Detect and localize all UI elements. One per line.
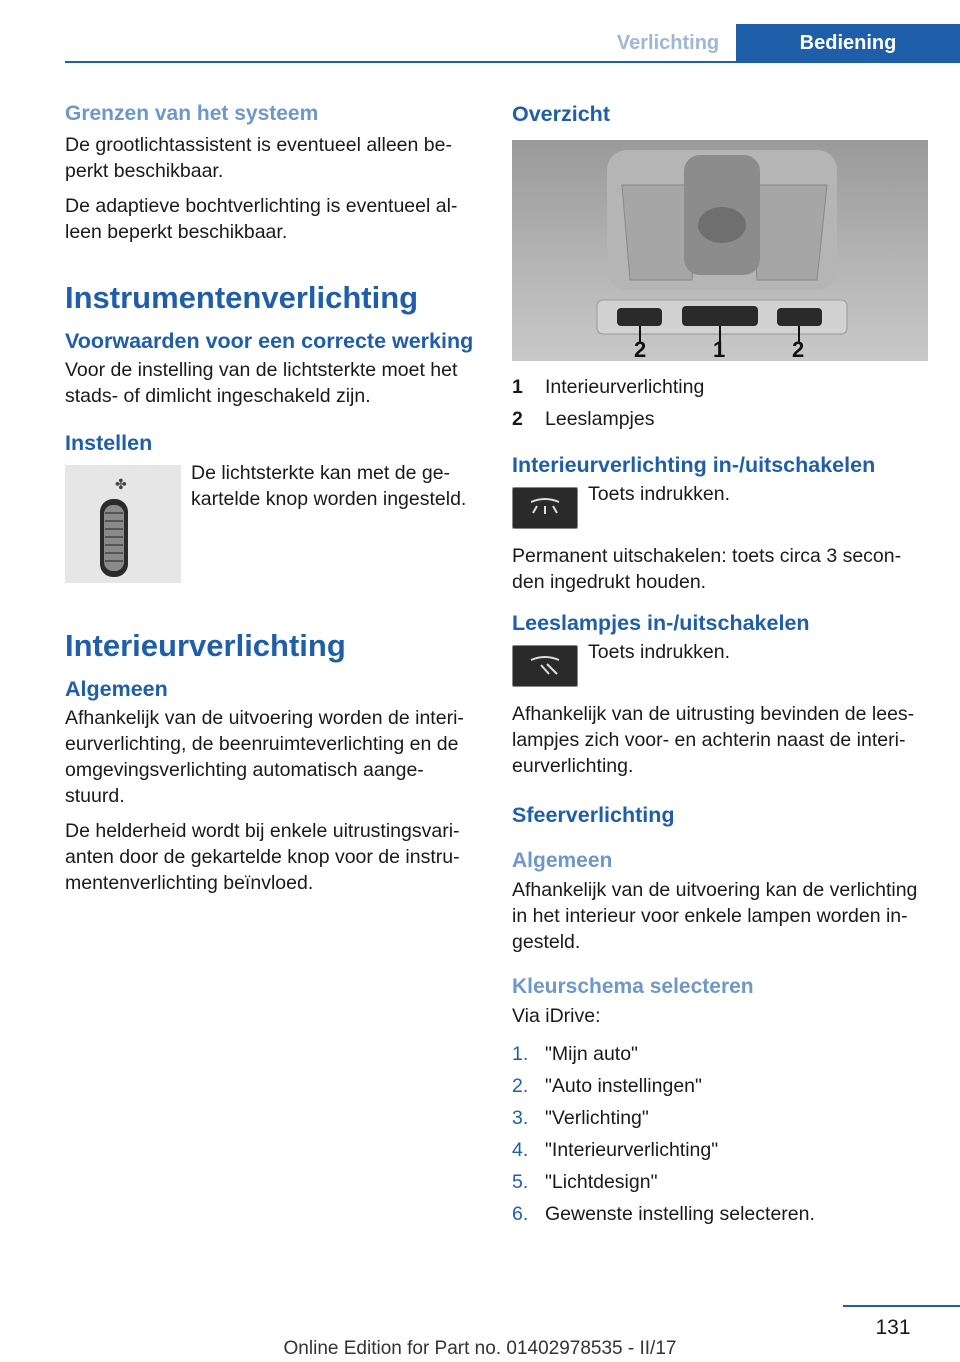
ambient-general-heading: Algemeen xyxy=(512,849,613,872)
left-column xyxy=(65,100,477,905)
step-text: "Auto instellingen" xyxy=(545,1075,702,1097)
via-idrive-text: Via iDrive: xyxy=(512,1005,601,1027)
legend-number: 2 xyxy=(512,408,523,430)
list-item xyxy=(512,1166,930,1198)
interior-light-button-icon xyxy=(512,487,578,529)
step-text: "Mijn auto" xyxy=(545,1043,638,1065)
step-number: 6. xyxy=(512,1203,529,1225)
set-text: De lichtsterkte kan met de ge-kartelde knop worden ingesteld. xyxy=(191,462,467,510)
reading-row xyxy=(512,641,930,687)
color-scheme-heading: Kleurschema selecteren xyxy=(512,975,754,998)
page-number: 131 xyxy=(875,1316,911,1339)
list-item xyxy=(512,1198,930,1230)
list-item xyxy=(512,1134,930,1166)
footer-rule xyxy=(843,1305,960,1307)
instr-title: Instrumentenverlichting xyxy=(65,280,419,315)
reading-paragraph: Afhankelijk van de uitrusting bevinden de lees-lampjes zich voor- en achterin naast de interi-eurverlichting. xyxy=(512,703,915,777)
overview-heading: Overzicht xyxy=(512,102,610,126)
ambient-heading: Sfeerverlichting xyxy=(512,803,675,827)
legend-text: Leeslampjes xyxy=(545,408,655,430)
photo-label-right: 2 xyxy=(792,337,805,362)
switch-heading: Interieurverlichting in-/uitschakelen xyxy=(512,453,876,477)
step-number: 2. xyxy=(512,1075,529,1097)
header-tab-bediening: Bediening xyxy=(736,24,960,62)
list-item xyxy=(512,1038,930,1070)
header-rule xyxy=(65,61,960,63)
list-item xyxy=(512,1070,930,1102)
step-number: 3. xyxy=(512,1107,529,1129)
legend-text: Interieurverlichting xyxy=(545,376,705,398)
list-item xyxy=(512,1102,930,1134)
press-text-2: Toets indrukken. xyxy=(588,641,730,663)
reading-heading: Leeslampjes in-/uitschakelen xyxy=(512,611,810,635)
general-paragraph-2: De helderheid wordt bij enkele uitrustingsvari-anten door de gekartelde knop voor de instru-mentenverlichting beïnvloed. xyxy=(65,820,460,894)
step-text: "Verlichting" xyxy=(545,1107,649,1129)
step-text: Gewenste instelling selecteren. xyxy=(545,1203,815,1225)
limits-paragraph-1: De grootlichtassistent is eventueel alleen be-perkt beschikbaar. xyxy=(65,134,452,182)
photo-label-left: 2 xyxy=(634,337,647,362)
step-number: 4. xyxy=(512,1139,529,1161)
legend-item xyxy=(512,371,930,403)
interior-title: Interieurverlichting xyxy=(65,628,346,663)
right-column xyxy=(512,100,930,1230)
instr-conditions-heading: Voorwaarden voor een correcte werking xyxy=(65,329,474,353)
switch-row xyxy=(512,483,930,529)
ambient-paragraph: Afhankelijk van de uitvoering kan de verlichting in het interieur voor enkele lampen worden in-gesteld. xyxy=(512,879,918,953)
overhead-console-photo xyxy=(512,140,928,361)
general-paragraph-1: Afhankelijk van de uitvoering worden de interi-eurverlichting, de beenruimteverlichting en de omgevingsverlichting automatisch aange-stuurd. xyxy=(65,707,464,807)
set-heading: Instellen xyxy=(65,431,153,455)
legend-number: 1 xyxy=(512,376,523,398)
limits-paragraph-2: De adaptieve bochtverlichting is eventueel al-leen beperkt beschikbaar. xyxy=(65,195,458,243)
step-number: 1. xyxy=(512,1043,529,1065)
permanent-paragraph: Permanent uitschakelen: toets circa 3 secon-den ingedrukt houden. xyxy=(512,545,902,593)
press-text-1: Toets indrukken. xyxy=(588,483,730,505)
photo-label-center: 1 xyxy=(713,337,726,362)
set-row xyxy=(65,462,477,583)
limits-heading: Grenzen van het systeem xyxy=(65,102,319,125)
legend-item xyxy=(512,403,930,435)
steps-list xyxy=(512,1038,930,1230)
step-text: "Interieurverlichting" xyxy=(545,1139,719,1161)
step-number: 5. xyxy=(512,1171,529,1193)
reading-light-button-icon xyxy=(512,645,578,687)
step-text: "Lichtdesign" xyxy=(545,1171,658,1193)
svg-text:✤: ✤ xyxy=(115,477,127,493)
edition-note: Online Edition for Part no. 01402978535 - II/17 xyxy=(283,1338,677,1359)
knurled-knob-icon xyxy=(65,465,181,583)
instr-paragraph: Voor de instelling van de lichtsterkte moet het stads- of dimlicht ingeschakeld zijn. xyxy=(65,359,458,407)
general-heading: Algemeen xyxy=(65,677,168,701)
header-tab-verlichting: Verlichting xyxy=(616,31,720,54)
